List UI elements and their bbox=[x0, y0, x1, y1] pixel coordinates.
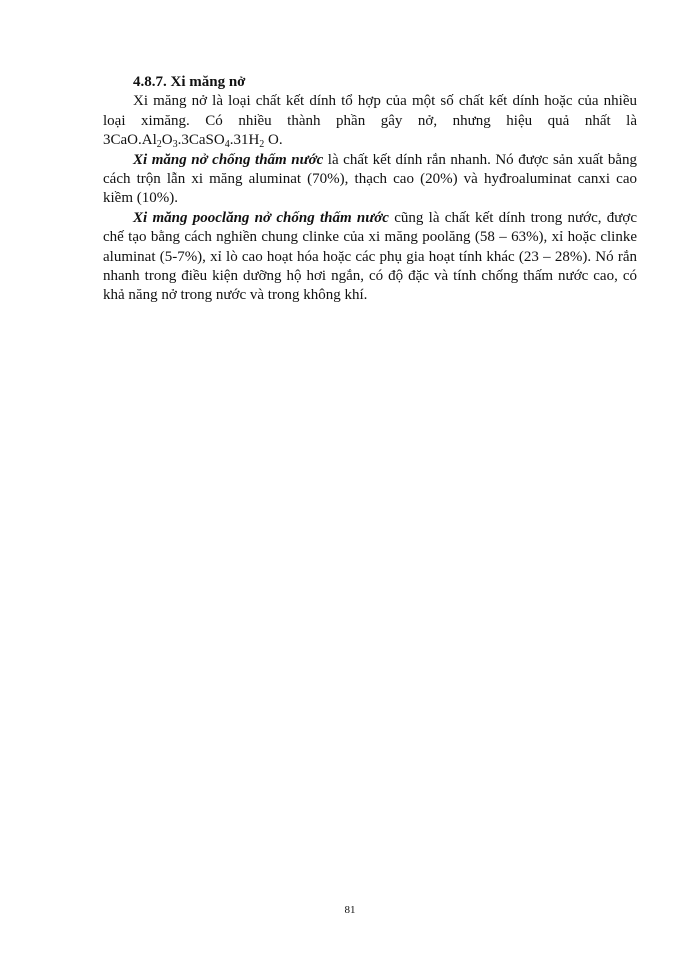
section-heading: 4.8.7. Xi măng nở bbox=[133, 74, 246, 90]
chemical-formula: $3CaO.Al_2O_3.3CaSO_4.31H_2$ O. bbox=[103, 132, 283, 151]
paragraph-text: Xi măng nở là loại chất kết dính tổ hợp của một số chất kết dính hoặc của nhiều loại ximăng. Có nhiều thành phần gây nở, nhưng hiệu quả nhất là bbox=[103, 93, 637, 129]
paragraph-portland-waterproof-cement bbox=[103, 209, 637, 306]
term-waterproof-expansive-cement: Xi măng nở chống thấm nước bbox=[133, 151, 324, 168]
paragraph-text: cũng là chất kết dính trong nước, được chế tạo bằng cách nghiền chung clinke của xi măng poolăng (58 – 63%), xỉ hoặc clinke aluminat (5-7%), xỉ lò cao hoạt hóa hoặc các phụ gia hoạt tính khác (23 – 28%). Nó rắn nhanh trong điều kiện dưỡng hộ hơi ngắn, có độ đặc và tính chống thấm nước cao, có khả năng nở trong nước và trong không khí. bbox=[103, 209, 638, 304]
paragraph-text: là chất kết dính rắn nhanh. Nó được sản xuất bằng cách trộn lẫn xi măng aluminat (70%), thạch cao (20%) và hyđroaluminat canxi cao kiềm (10%). bbox=[103, 151, 637, 207]
paragraph-definition bbox=[103, 92, 637, 150]
term-portland-expansive-waterproof-cement: Xi măng pooclăng nở chống thấm nước bbox=[133, 209, 389, 226]
paragraph-waterproof-cement bbox=[103, 151, 637, 209]
page-number: 81 bbox=[344, 904, 356, 916]
page-content bbox=[103, 73, 637, 306]
